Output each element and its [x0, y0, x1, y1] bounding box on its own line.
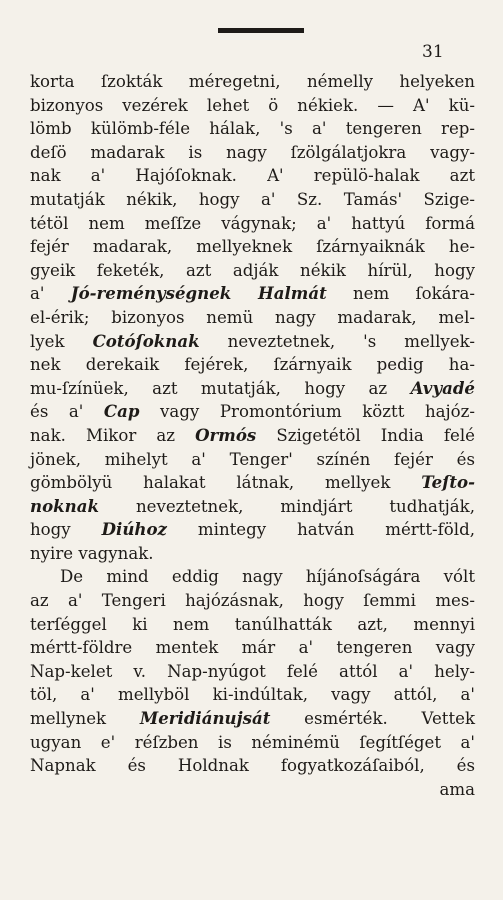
emphasized-term: Ormós — [195, 424, 257, 445]
text-line — [30, 754, 475, 778]
text-line — [30, 471, 475, 495]
text-segment: De mind eddig nagy híjánoſságára vólt — [60, 567, 475, 587]
text-segment: lömb külömb-féle hálak, 's a' tengeren rep- — [30, 119, 475, 139]
text-line — [30, 259, 475, 283]
text-segment: fejér madarak, mellyeknek ſzárnyaiknák he- — [30, 237, 475, 257]
page-number: 31 — [422, 42, 444, 62]
text-segment: az a' Tengeri hajózásnak, hogy ſemmi mes- — [30, 591, 475, 611]
header-rule — [218, 28, 304, 33]
text-segment: nak a' Hajóſoknak. A' repülö-halak azt — [30, 166, 475, 186]
text-segment: esmérték. Vettek — [270, 709, 475, 729]
text-segment: nem ſokára- — [326, 284, 475, 304]
text-segment: gömbölyü halakat látnak, mellyek — [30, 473, 422, 493]
text-line — [30, 707, 475, 731]
text-segment: nak. Mikor az — [30, 425, 196, 445]
text-segment: korta ſzokták méregetni, némelly helyeken — [30, 72, 475, 91]
text-line — [30, 613, 475, 637]
emphasized-term: Teſto- — [421, 472, 475, 493]
text-line — [30, 448, 475, 472]
page-body-text — [30, 70, 475, 801]
text-line — [30, 141, 475, 165]
emphasized-term: Avyadé — [410, 377, 475, 398]
emphasized-term: Jó-reménységnek Halmát — [70, 283, 327, 304]
text-segment: el-érik; bizonyos nemü nagy madarak, mel- — [30, 307, 475, 327]
text-segment: Nap-kelet v. Nap-nyúgot felé attól a' hely- — [30, 661, 475, 681]
text-segment: tétöl nem meſſze vágynak; a' hattyú formá — [30, 213, 475, 233]
text-segment: jönek, mihelyt a' Tenger' színén fejér és — [30, 449, 475, 469]
text-line — [30, 377, 475, 401]
text-line — [30, 778, 475, 802]
text-segment: Szigetétöl India felé — [256, 425, 475, 445]
text-segment: Napnak és Holdnak fogyatkozáſaiból, és — [30, 756, 475, 776]
text-line — [30, 400, 475, 424]
text-line — [30, 565, 475, 589]
text-line — [30, 518, 475, 542]
text-line — [30, 117, 475, 141]
text-segment: töl, a' mellyböl ki-indúltak, vagy attól, a' — [30, 685, 475, 705]
text-segment: hogy — [30, 520, 102, 540]
text-segment: mu-ſzínüek, azt mutatják, hogy az — [30, 378, 411, 398]
text-line — [30, 636, 475, 660]
text-line — [30, 424, 475, 448]
text-segment: neveztetnek, 's mellyek- — [199, 331, 475, 351]
text-line — [30, 164, 475, 188]
text-line — [30, 235, 475, 259]
text-segment: bizonyos vezérek lehet ö nékiek. — A' kü- — [30, 95, 475, 115]
text-line — [30, 70, 475, 94]
text-line — [30, 542, 475, 566]
text-segment: nek derekaik fejérek, ſzárnyaik pedig ha- — [30, 355, 475, 375]
text-segment: neveztetnek, mindjárt tudhatják, — [98, 496, 475, 516]
text-line — [30, 731, 475, 755]
text-segment: nyire vagynak. — [30, 543, 154, 563]
text-line — [30, 353, 475, 377]
emphasized-term: Meridiánujsát — [139, 708, 271, 729]
text-segment: a' — [30, 284, 71, 304]
text-segment: vagy Promontórium köztt hajóz- — [139, 402, 476, 422]
text-line — [30, 330, 475, 354]
emphasized-term: Diúhoz — [101, 519, 167, 540]
text-segment: gyeik feketék, azt adják nékik hírül, hogy — [30, 260, 475, 280]
text-segment: mellynek — [30, 709, 140, 729]
emphasized-term: noknak — [30, 495, 99, 516]
text-line — [30, 306, 475, 330]
text-line — [30, 94, 475, 118]
text-segment: ugyan e' réſzben is néminémü ſegítſéget a' — [30, 732, 475, 752]
text-segment: deſö madarak is nagy ſzölgálatjokra vagy- — [30, 142, 475, 162]
text-segment: mintegy hatván mértt-föld, — [166, 520, 475, 540]
text-line — [30, 212, 475, 236]
text-line — [30, 188, 475, 212]
text-segment: mértt-földre mentek már a' tengeren vagy — [30, 638, 475, 658]
text-line — [30, 660, 475, 684]
text-segment: ama — [439, 779, 475, 799]
text-line — [30, 495, 475, 519]
text-line — [30, 282, 475, 306]
text-segment: terſéggel ki nem tanúlhatták azt, mennyi — [30, 614, 475, 634]
emphasized-term: Cap — [103, 401, 140, 422]
text-segment: mutatják nékik, hogy a' Sz. Tamás' Szige- — [30, 189, 475, 209]
text-segment: lyek — [30, 331, 93, 351]
text-line — [30, 683, 475, 707]
text-line — [30, 589, 475, 613]
emphasized-term: Cotóſoknak — [92, 330, 200, 351]
text-segment: és a' — [30, 402, 104, 422]
